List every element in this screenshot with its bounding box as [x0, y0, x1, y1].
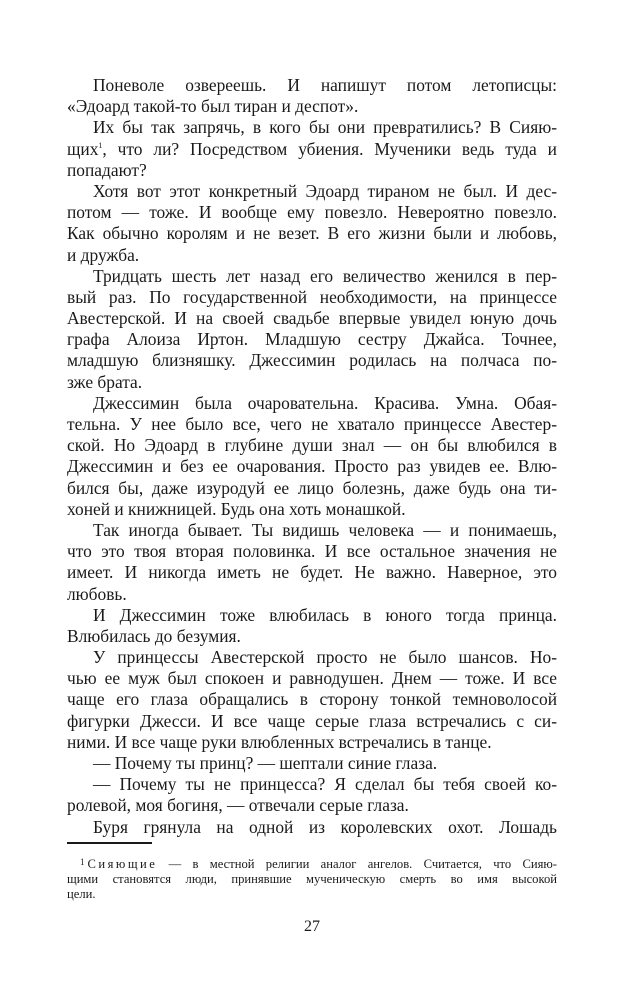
text-segment: Джессимин и без ее очарования. Просто раз увидев ее. Влю-	[67, 456, 557, 477]
footnote-line	[67, 857, 557, 872]
text-line	[67, 245, 557, 266]
text-line	[67, 774, 557, 795]
text-line	[67, 732, 557, 753]
text-segment: И Джессимин тоже влюбилась в юного тогда принца.	[93, 604, 557, 625]
text-line	[67, 478, 557, 499]
text-line	[67, 266, 557, 287]
text-line	[67, 689, 557, 710]
text-line	[67, 287, 557, 308]
text-segment: Авестерской. И на своей свадьбе впервые увидел юную дочь	[67, 308, 557, 329]
text-line	[67, 456, 557, 477]
text-line	[67, 605, 557, 626]
text-segment: — Почему ты принц? — шептали синие глаза.	[93, 753, 438, 773]
text-line	[67, 520, 557, 541]
text-segment: чью ее муж был спокоен и равнодушен. Днем — тоже. И все	[67, 668, 557, 689]
text-segment: ской. Но Эдоард в глубине души знал — он бы влюбился в	[67, 435, 557, 456]
footnote-reference: 1	[98, 140, 103, 150]
text-segment: хоней и книжницей. Будь она хоть монашкой.	[67, 498, 406, 519]
text-line	[67, 308, 557, 329]
text-segment: фигурки Джесси. И все чаще серые глаза встречались с си-	[67, 710, 557, 731]
text-segment: Поневоле озвереешь. И напишут потом летописцы:	[93, 75, 557, 95]
footnote-text: — в местной религии аналог ангелов. Считается, что Сияю-	[157, 857, 557, 871]
text-segment: и дружба.	[67, 244, 140, 265]
text-segment: Влюбилась до безумия.	[67, 625, 241, 646]
text-segment: Хотя вот этот конкретный Эдоард тираном не был. И дес-	[93, 180, 557, 201]
text-line	[67, 795, 557, 816]
text-line	[67, 562, 557, 583]
text-line	[67, 372, 557, 393]
body-text	[67, 75, 557, 838]
text-line	[67, 753, 557, 774]
footnote	[67, 857, 557, 902]
text-segment: попадают?	[67, 159, 147, 180]
text-segment: «Эдоард такой-то был тиран и деспот».	[67, 96, 359, 117]
text-line	[67, 817, 557, 838]
text-line	[67, 96, 557, 117]
footnote-line: щими становятся люди, принявшие мученическую смерть во имя высокой	[67, 872, 557, 886]
text-line	[67, 393, 557, 414]
text-segment: чаще его глаза обращались в сторону тонкой темноволосой	[67, 689, 557, 710]
text-segment: потом — тоже. И вообще ему повезло. Невероятно повезло.	[67, 202, 557, 223]
text-segment: — Почему ты не принцесса? Я сделал бы тебя своей ко-	[93, 774, 557, 795]
text-segment: Как обычно королям и не везет. В его жизни были и любовь,	[67, 223, 557, 244]
text-segment: щих	[67, 138, 99, 159]
text-line	[67, 711, 557, 732]
text-line	[67, 414, 557, 435]
text-line	[67, 223, 557, 244]
footnote-line: цели.	[67, 887, 96, 901]
text-line	[67, 329, 557, 350]
text-line	[67, 647, 557, 668]
footnote-number: 1	[80, 857, 85, 867]
text-segment: что это твоя вторая половинка. И все остальное значения не	[67, 541, 557, 562]
text-segment: графа Алоиза Иртон. Младшую сестру Джайса. Точнее,	[67, 329, 557, 350]
text-line	[67, 202, 557, 223]
text-segment: бился бы, даже изуродуй ее лицо болезнь, даже будь она ти-	[67, 477, 557, 498]
footnote-divider	[67, 842, 152, 844]
footnote-term: Сияющие	[87, 857, 158, 871]
text-segment: ролевой, моя богиня, — отвечали серые глаза.	[67, 795, 409, 816]
text-segment: Буря грянула на одной из королевских охот. Лошадь	[93, 816, 557, 837]
text-line	[67, 584, 557, 605]
page-number: 27	[304, 918, 320, 935]
text-line	[67, 668, 557, 689]
text-segment: любовь.	[67, 583, 127, 604]
text-line	[67, 139, 557, 160]
text-line	[67, 181, 557, 202]
text-line	[67, 541, 557, 562]
text-line	[67, 435, 557, 456]
text-line	[67, 499, 557, 520]
text-line	[67, 160, 557, 181]
text-segment: У принцессы Авестерской просто не было шансов. Но-	[93, 647, 557, 668]
text-line	[67, 75, 557, 96]
text-segment: ними. И все чаще руки влюбленных встречались в танце.	[67, 731, 492, 752]
text-segment: имеет. И никогда иметь не будет. Не важно. Наверное, это	[67, 562, 557, 583]
text-segment: Их бы так запрячь, в кого бы они превратились? В Сияю-	[93, 117, 557, 138]
text-segment: вый раз. По государственной необходимости, на принцессе	[67, 286, 557, 307]
text-segment: зже брата.	[67, 371, 143, 392]
text-line	[67, 626, 557, 647]
text-segment: Так иногда бывает. Ты видишь человека — и понимаешь,	[93, 519, 557, 540]
text-line	[67, 117, 557, 138]
text-segment: младшую близняшку. Джессимин родилась на полчаса по-	[67, 350, 557, 371]
text-segment: Джессимин была очаровательна. Красива. Умна. Обая-	[93, 392, 557, 413]
text-segment: Тридцать шесть лет назад его величество женился в пер-	[93, 265, 557, 286]
text-segment: , что ли? Посредством убиения. Мученики ведь туда и	[102, 138, 557, 159]
text-segment: тельна. У нее было все, чего не хватало принцессе Авестер-	[67, 414, 557, 434]
text-line	[67, 350, 557, 371]
